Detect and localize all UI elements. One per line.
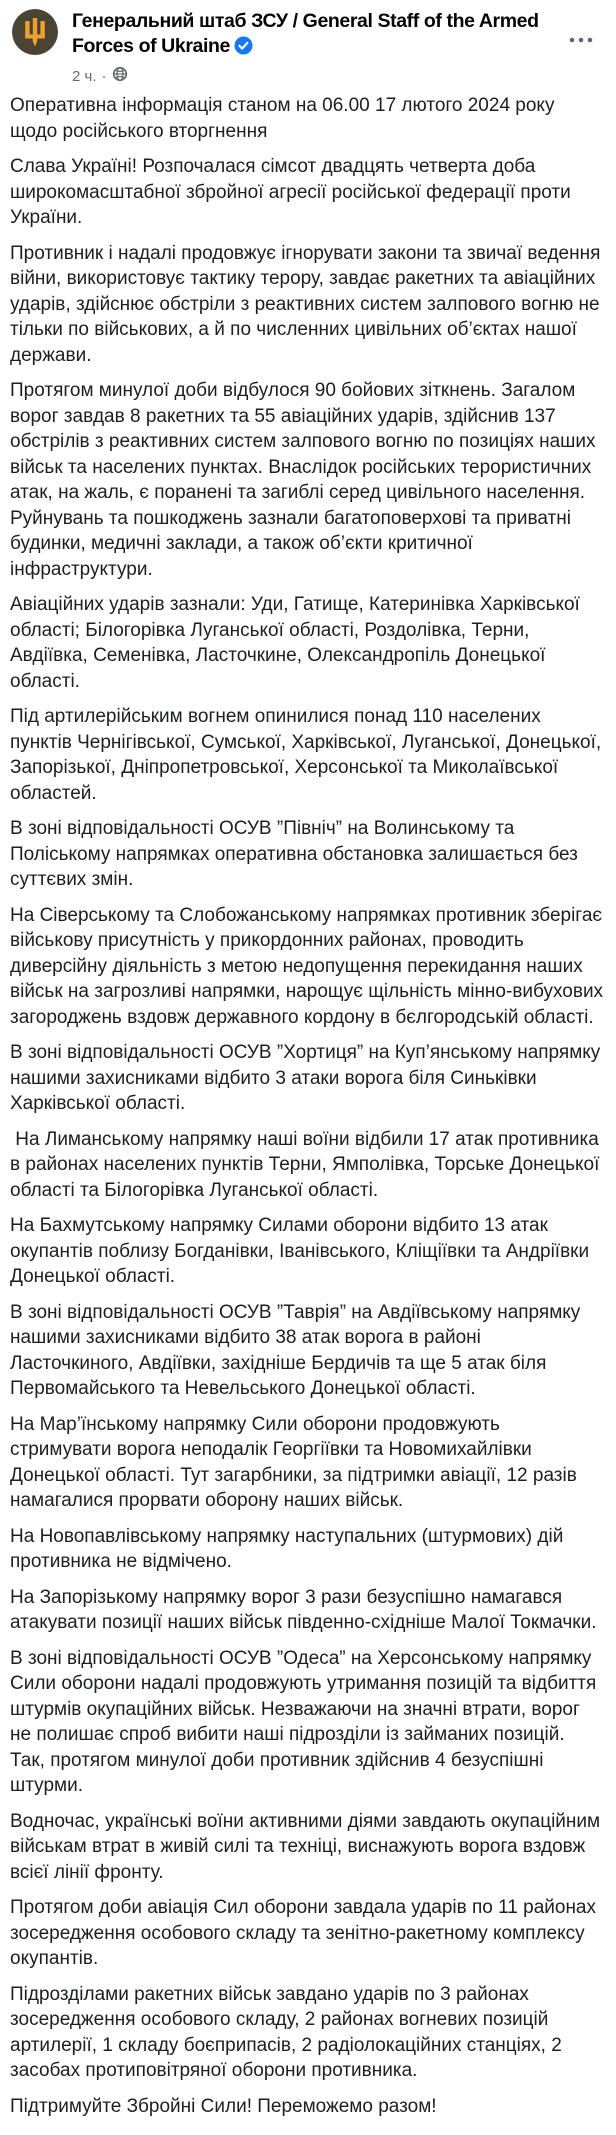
avatar[interactable] [12, 9, 58, 55]
armed-forces-trident-icon [12, 9, 58, 55]
author-name-link[interactable] [72, 9, 550, 62]
post-paragraph: Противник і надалі продовжує ігнорувати закони та звичаї ведення війни, використовує тактику терору, завдає ракетних та авіаційних ударів, здійснює обстріли з реактивних систем залпового вогню не тільки по військових, а й по численних цивільних об’єктах нашої держави. [10, 242, 606, 366]
post-paragraph: Слава Україні! Розпочалася сімсот двадцять четверта доба широкомасштабної збройної агресії російської федерації проти України. [10, 156, 577, 228]
post-paragraph: Під артилерійським вогнем опинилися понад 110 населених пунктів Чернігівської, Сумської, Харківської, Луганської, Донецької, Запорізької, Дніпропетровської, Херсонської та Миколаївської областей. [10, 706, 607, 804]
post-paragraph: На Запорізькому напрямку ворог 3 рази безуспішно намагався атакувати позиції наших військ південно-східніше Малої Токмачки. [10, 1586, 597, 1633]
more-options-button[interactable] [564, 22, 598, 56]
post-header [0, 0, 616, 89]
post-body [0, 89, 616, 2135]
post-paragraph: Оперативна інформація станом на 06.00 17 лютого 2024 року щодо російського вторгнення [10, 95, 560, 142]
meta-separator: · [101, 67, 107, 85]
post-header-info [72, 9, 568, 87]
post-paragraph: На Бахмутському напрямку Силами оборони відбито 13 атак окупантів поблизу Богданівки, Іванівського, Кліщіївки та Андріївки Донецької області. [10, 1215, 595, 1287]
post-paragraph: В зоні відповідальності ОСУВ ”Таврія” на Авдіївському напрямку нашими захисниками відбито 38 атак ворога в районі Ласточкиного, Авдіївки, західніше Бердичів та ще 5 атак біля Первомайського та Невельського Донецької області. [10, 1301, 586, 1399]
post-paragraph: В зоні відповідальності ОСУВ ”Одеса” на Херсонському напрямку Сили оборони надалі продовжують утримання позицій та відбиття штурмів окупаційних військ. Незважаючи на значні втрати, ворог не полишає спроб вибити наші підрозділи із займаних позицій. Так, протягом минулої доби противник здійснив 4 безуспішні штурми. [10, 1647, 602, 1796]
post-paragraph: На Сіверському та Слобожанському напрямках противник зберігає військову присутність у прикордонних районах, проводить диверсійну діяльність з метою недопущення перекидання наших військ на загрозливі напрямки, нарощує щільність мінно-вибухових загороджень вздовж державного кордону в бєлгородській області. [10, 904, 609, 1028]
post-paragraph: На Мар’їнському напрямку Сили оборони продовжують стримувати ворога неподалік Георгіївки та Новомихайлівки Донецької області. Тут загарбники, за підтримки авіації, 12 разів намагалися прорвати оборону наших військ. [10, 1413, 583, 1511]
post-paragraph: Підтримуйте Збройні Сили! Переможемо разом! [10, 2095, 437, 2117]
verified-badge-icon [234, 36, 253, 62]
ellipsis-icon [568, 32, 594, 47]
timestamp[interactable]: 2 ч. [72, 67, 97, 85]
post-paragraph: В зоні відповідальності ОСУВ ”Північ” на Волинському та Поліському напрямках оперативна обстановка залишається без суттєвих змін. [10, 818, 584, 890]
post-paragraph: Підрозділами ракетних військ завдано ударів по 3 районах зосередження особового складу, 2 районах вогневих позицій артилерії, 1 складу боєприпасів, 2 радіолокаційних станціях, 2 засобах протиповітряної оборони противника. [10, 1983, 568, 2081]
post-paragraph: Протягом доби авіація Сил оборони завдала ударів по 11 районах зосередження особового складу та зенітно-ракетному комплексу окупантів. [10, 1897, 602, 1969]
post-paragraph: На Лиманському напрямку наші воїни відбили 17 атак противника в районах населених пунктів Терни, Ямполівка, Торське Донецької області та Білогорівка Луганської області. [10, 1128, 605, 1201]
post-paragraph: В зоні відповідальності ОСУВ ”Хортиця” на Куп’янському напрямку нашими захисниками відбито 3 атаки ворога біля Синьківки Харківської області. [10, 1042, 606, 1114]
post-paragraph: На Новопавлівському напрямку наступальних (штурмових) дій противника не відмічено. [10, 1525, 569, 1572]
author-name: Генеральний штаб ЗСУ / General Staff of the Armed Forces of Ukraine [72, 10, 539, 57]
post-paragraph: Протягом минулої доби відбулося 90 бойових зіткнень. Загалом ворог завдав 8 ракетних та 55 авіаційних ударів, здійснив 137 обстрілів з реактивних систем залпового вогню по позиціях наших військ та населених пунктах. Внаслідок російських терористичних атак, на жаль, є поранені та загиблі серед цивільного населення. Руйнувань та пошкоджень зазнали багатоповерхові та приватні будинки, медичні заклади, а також об’єкти критичної інфраструктури. [10, 380, 601, 580]
post-meta-row [72, 65, 568, 87]
globe-icon [112, 66, 128, 87]
post-paragraph: Водночас, українські воїни активними діями завдають окупаційним військам втрат в живій силі та техніці, виснажують ворога вздовж всієї лінії фронту. [10, 1810, 606, 1883]
post-paragraph: Авіаційних ударів зазнали: Уди, Гатище, Катеринівка Харківської області; Білогорівка Луганської області, Роздолівка, Терни, Авдіївка, Семенівка, Ласточкине, Олександропіль Донецької області. [10, 594, 586, 692]
